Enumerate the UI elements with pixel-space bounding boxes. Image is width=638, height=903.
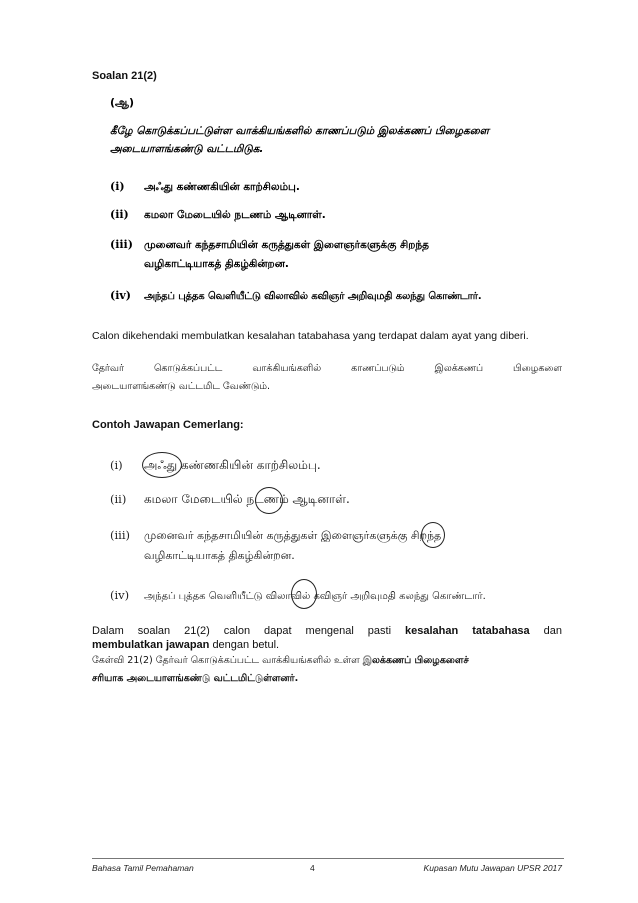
item-text: அஃது கண்ணகியின் காற்சிலம்பு. [144, 181, 300, 193]
answer-heading: Contoh Jawapan Cemerlang: [92, 419, 244, 431]
conclusion-tamil-line-1 [92, 652, 562, 669]
item-text: வழிகாட்டியாகத் திகழ்கின்றன. [144, 549, 295, 562]
explanation-malay: Calon dikehendaki membulatkan kesalahan tatabahasa yang terdapat dalam ayat yang diberi. [92, 330, 529, 342]
conclusion-text: Dalam soalan 21(2) calon dapat mengenal pasti [92, 625, 392, 637]
question-item [110, 208, 326, 222]
question-scan [110, 96, 580, 311]
instruction-line-1: கீழே கொடுக்கப்பட்டுள்ள வாக்கியங்களில் காணப்படும் இலக்கணப் பிழைகளை [110, 125, 490, 137]
item-number: (ii) [110, 208, 129, 221]
item-text: முனைவர் கந்தசாமியின் கருத்துகள் இளைஞர்களுக்கு சிறந்த [144, 239, 429, 251]
question-instruction [110, 122, 489, 158]
question-item-continued [110, 258, 289, 271]
footer-left: Bahasa Tamil Pemahaman [92, 863, 194, 873]
conclusion-tamil-line-2 [92, 670, 562, 687]
footer-right: Kupasan Mutu Jawapan UPSR 2017 [423, 863, 562, 873]
item-text: கமலா மேடையில் நடணம் ஆடினாள். [144, 209, 326, 221]
conclusion-text: கேள்வி 21(2) தேர்வர் கொடுக்கப்பட்ட வாக்கியங்களில் உள்ள [92, 655, 360, 666]
item-text: கமலா மேடையில் நடணம் ஆடினாள். [144, 492, 350, 506]
question-item [110, 180, 300, 194]
answer-circle-4 [291, 579, 317, 609]
answer-circle-2 [255, 487, 283, 514]
answer-item [110, 528, 441, 544]
answer-item-continued [110, 549, 295, 564]
conclusion-malay-line-2 [92, 639, 562, 652]
item-number: (iii) [110, 528, 131, 542]
conclusion-bold: membulatkan jawapan [92, 639, 210, 651]
conclusion-bold: kesalahan tatabahasa [405, 625, 530, 637]
conclusion-malay-line-1 [92, 625, 562, 638]
footer-page-number: 4 [310, 863, 315, 873]
answer-item [110, 492, 350, 508]
explanation-tamil-line-1: தேர்வர் கொடுக்கப்பட்ட வாக்கியங்களில் காணப்படும் இலக்கணப் பிழைகளை [92, 363, 562, 374]
item-number: (iv) [110, 588, 130, 602]
answer-scan [110, 448, 580, 618]
item-text: அஃது கண்ணகியின் காற்சிலம்பு. [144, 458, 321, 472]
question-item [110, 289, 482, 303]
section-title: Soalan 21(2) [92, 70, 157, 82]
question-item [110, 238, 429, 252]
item-number: (i) [110, 180, 125, 193]
item-number: (ii) [110, 492, 127, 506]
conclusion-bold: சரியாக அடையாளங்கண்டு வட்டமிட்டுள்ளனர். [92, 673, 299, 684]
item-text: அந்தப் புத்தக வெளியீட்டு விலாவில் கவிஞர் அறிவுமதி கலந்து கொண்டார். [144, 591, 486, 602]
item-text: வழிகாட்டியாகத் திகழ்கின்றன. [144, 258, 289, 270]
instruction-line-2: அடையாளங்கண்டு வட்டமிடுக. [110, 143, 264, 155]
conclusion-text: dengan betul. [212, 639, 280, 651]
item-number: (iii) [110, 238, 133, 251]
conclusion-bold: இலக்கணப் பிழைகளைச் [362, 655, 469, 666]
conclusion-text: dan [543, 625, 562, 637]
question-label: (ஆ) [110, 96, 134, 109]
item-number: (i) [110, 458, 123, 472]
item-text: முனைவர் கந்தசாமியின் கருத்துகள் இளைஞர்களுக்கு சிறந்த [144, 529, 442, 542]
item-text: அந்தப் புத்தக வெளியீட்டு விலாவில் கவிஞர் அறிவுமதி கலந்து கொண்டார். [144, 291, 482, 302]
answer-circle-1 [142, 452, 182, 478]
answer-circle-3 [421, 522, 445, 548]
item-number: (iv) [110, 289, 131, 302]
explanation-tamil-line-2: அடையாளங்கண்டு வட்டமிட வேண்டும். [92, 381, 270, 392]
footer-divider [92, 858, 564, 859]
